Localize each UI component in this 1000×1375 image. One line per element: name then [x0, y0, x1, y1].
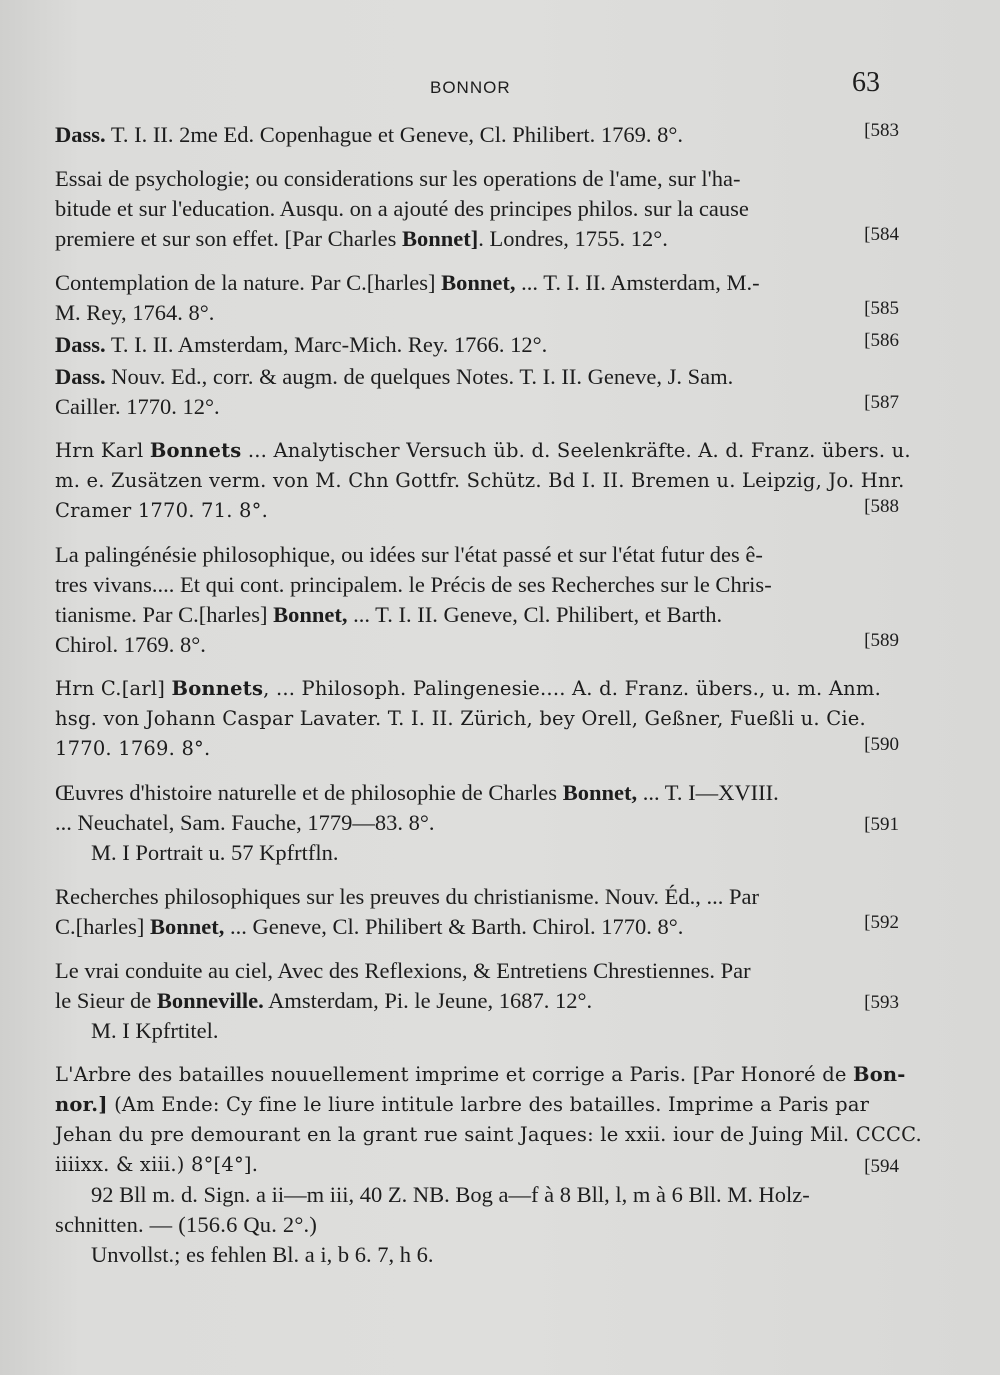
entry-line: m. e. Zusätzen verm. von M. Chn Gottfr. Schütz. Bd I. II. Bremen u. Leipzig, Jo. Hnr.: [55, 469, 905, 492]
entry-number: [592: [864, 912, 899, 933]
entry-number: [588: [864, 496, 899, 517]
entry-note: Unvollst.; es fehlen Bl. a i, b 6. 7, h 6.: [91, 1242, 434, 1267]
entry-line: Œuvres d'histoire naturelle et de philosophie de Charles Bonnet, ... T. I—XVIII.: [55, 780, 779, 805]
entry-line: premiere et sur son effet. [Par Charles Bonnet]. Londres, 1755. 12°.: [55, 226, 668, 251]
bibliography-entry: [55, 1060, 922, 1270]
entry-line: iiiixx. & xiii.) 8°[4°].: [55, 1153, 259, 1176]
bibliography-entries: [55, 120, 922, 1284]
entry-number: [584: [864, 224, 899, 245]
entry-line: tres vivans.... Et qui cont. principalem. le Précis de ses Recherches sur le Chris-: [55, 572, 772, 597]
entry-note: M. I Kpfrtitel.: [91, 1018, 219, 1043]
bibliography-entry: [55, 362, 899, 422]
running-head: BONNOR: [430, 78, 511, 97]
entry-line: Chirol. 1769. 8°.: [55, 632, 206, 657]
entry-line: 1770. 1769. 8°.: [55, 737, 211, 760]
entry-line: Jehan du pre demourant en la grant rue saint Jaques: le xxii. iour de Juing Mil. CCCC.: [55, 1123, 922, 1146]
bibliography-entry: [55, 268, 899, 328]
bibliography-entry: [55, 882, 899, 942]
entry-line: M. Rey, 1764. 8°.: [55, 300, 215, 325]
entry-line: Dass. T. I. II. Amsterdam, Marc-Mich. Rey. 1766. 12°.: [55, 332, 548, 357]
entry-line: L'Arbre des batailles nouuellement imprime et corrige a Paris. [Par Honoré de Bon-: [55, 1063, 906, 1086]
entry-line: Hrn C.[arl] Bonnets, ... Philosoph. Palingenesie.... A. d. Franz. übers., u. m. Anm.: [55, 677, 881, 700]
entry-note: 92 Bll m. d. Sign. a ii—m iii, 40 Z. NB. Bog a—f à 8 Bll, l, m à 6 Bll. M. Holz-: [91, 1182, 810, 1207]
bibliography-entry: [55, 436, 911, 526]
entry-number: [589: [864, 630, 899, 651]
entry-line: Cailler. 1770. 12°.: [55, 394, 220, 419]
entry-line: Le vrai conduite au ciel, Avec des Reflexions, & Entretiens Chrestiennes. Par: [55, 958, 751, 983]
entry-number: [583: [864, 120, 899, 141]
bibliography-entry: [55, 164, 899, 254]
entry-line: nor.] (Am Ende: Cy fine le liure intitule larbre des batailles. Imprime a Paris par: [55, 1093, 870, 1116]
entry-number: [591: [864, 814, 899, 835]
entry-line: le Sieur de Bonneville. Amsterdam, Pi. le Jeune, 1687. 12°.: [55, 988, 593, 1013]
bibliography-entry: [55, 674, 899, 764]
entry-number: [586: [864, 330, 899, 351]
entry-line: Recherches philosophiques sur les preuves du christianisme. Nouv. Éd., ... Par: [55, 884, 760, 909]
entry-note: schnitten. — (156.6 Qu. 2°.): [55, 1212, 318, 1237]
entry-line: Contemplation de la nature. Par C.[harles] Bonnet, ... T. I. II. Amsterdam, M.-: [55, 270, 760, 295]
bibliography-entry: [55, 120, 899, 150]
bibliography-entry: [55, 956, 899, 1046]
bibliography-entry: [55, 330, 899, 360]
entry-line: Hrn Karl Bonnets ... Analytischer Versuch üb. d. Seelenkräfte. A. d. Franz. übers. u.: [55, 439, 911, 462]
entry-number: [594: [864, 1156, 899, 1177]
entry-number: [587: [864, 392, 899, 413]
entry-line: tianisme. Par C.[harles] Bonnet, ... T. I. II. Geneve, Cl. Philibert, et Barth.: [55, 602, 723, 627]
entry-number: [593: [864, 992, 899, 1013]
bibliography-entry: [55, 778, 899, 868]
entry-line: Essai de psychologie; ou considerations sur les operations de l'ame, sur l'ha-: [55, 166, 741, 191]
entry-note: M. I Portrait u. 57 Kpfrtfln.: [91, 840, 339, 865]
entry-line: bitude et sur l'education. Ausqu. on a ajouté des principes philos. sur la cause: [55, 196, 749, 221]
entry-line: Dass. T. I. II. 2me Ed. Copenhague et Geneve, Cl. Philibert. 1769. 8°.: [55, 122, 684, 147]
page-number: 63: [852, 67, 880, 98]
entry-number: [585: [864, 298, 899, 319]
entry-line: Cramer 1770. 71. 8°.: [55, 499, 269, 522]
entry-line: La palingénésie philosophique, ou idées sur l'état passé et sur l'état futur des ê-: [55, 542, 763, 567]
entry-number: [590: [864, 734, 899, 755]
bibliography-entry: [55, 540, 899, 660]
entry-line: C.[harles] Bonnet, ... Geneve, Cl. Philibert & Barth. Chirol. 1770. 8°.: [55, 914, 684, 939]
page-header: [0, 67, 1000, 105]
entry-line: Dass. Nouv. Ed., corr. & augm. de quelques Notes. T. I. II. Geneve, J. Sam.: [55, 364, 734, 389]
entry-line: ... Neuchatel, Sam. Fauche, 1779—83. 8°.: [55, 810, 435, 835]
entry-line: hsg. von Johann Caspar Lavater. T. I. II. Zürich, bey Orell, Geßner, Fueßli u. Cie.: [55, 707, 866, 730]
